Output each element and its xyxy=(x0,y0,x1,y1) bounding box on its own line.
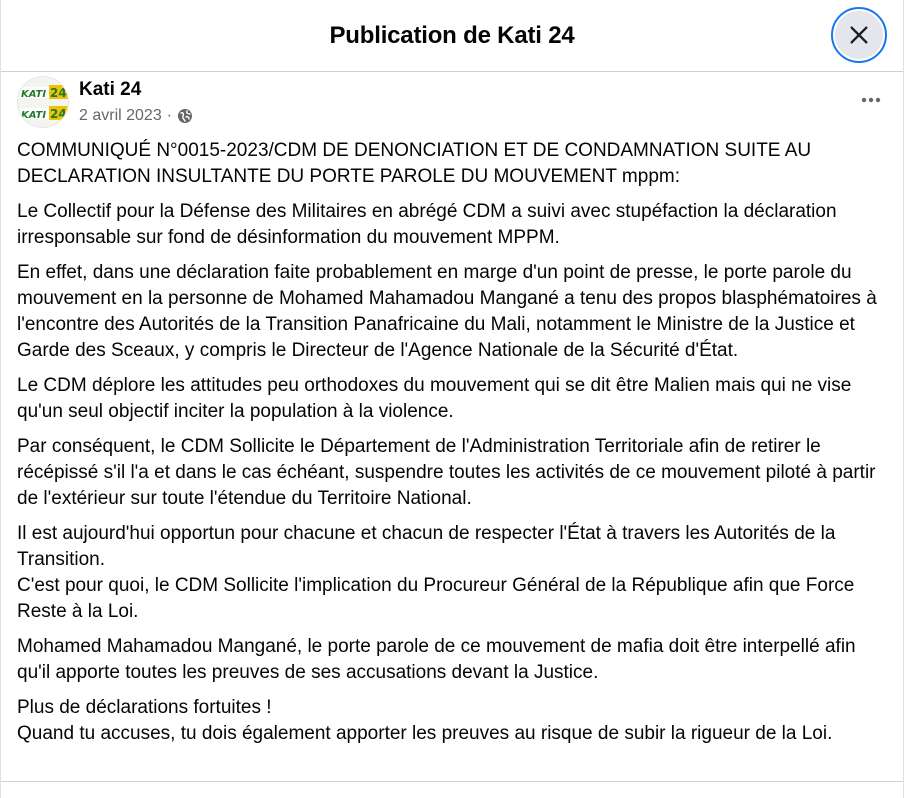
kati24-logo xyxy=(18,77,69,128)
post xyxy=(1,72,903,747)
svg-text:24: 24 xyxy=(50,107,67,121)
globe-icon[interactable] xyxy=(177,108,193,124)
post-paragraph: Plus de déclarations fortuites ! Quand tu accuses, tu dois également apporter les preuves au risque de subir la rigueur de la Loi. xyxy=(17,697,833,744)
post-date[interactable]: 2 avril 2023 xyxy=(79,107,162,124)
more-horizontal-icon xyxy=(859,88,883,112)
close-button[interactable] xyxy=(831,7,887,63)
dialog-title: Publication de Kati 24 xyxy=(329,21,575,49)
post-options-button[interactable] xyxy=(853,82,889,118)
post-paragraph: Le Collectif pour la Défense des Militaires en abrégé CDM a suivi avec stupéfaction la déclaration irresponsable sur fond de désinformation du mouvement MPPM. xyxy=(17,201,837,248)
post-header xyxy=(17,72,903,132)
post-paragraph: COMMUNIQUÉ N°0015-2023/CDM DE DENONCIATION ET DE CONDAMNATION SUITE AU DECLARATION INSULTANTE DU PORTE PAROLE DU MOUVEMENT mppm: xyxy=(17,140,812,187)
dialog-header xyxy=(1,0,903,72)
post-paragraph: Il est aujourd'hui opportun pour chacune et chacun de respecter l'État à travers les Autorités de la Transition. C'est pour quoi, le CDM Sollicite l'implication du Procureur Général de la République afin que Force Reste à la Loi. xyxy=(17,523,855,622)
svg-text:24: 24 xyxy=(50,86,67,100)
post-paragraph: Mohamed Mahamadou Mangané, le porte parole de ce mouvement de mafia doit être interpellé afin qu'il apporte toutes les preuves de ses accusations devant la Justice. xyxy=(17,636,856,683)
post-paragraph: Par conséquent, le CDM Sollicite le Département de l'Administration Territoriale afin de retirer le récépissé s'il l'a et dans le cas échéant, suspendre toutes les activités de ce mouvement piloté à partir de l'extérieur sur toute l'étendue du Territoire National. xyxy=(17,436,876,509)
author-block xyxy=(79,76,193,126)
svg-text:KATI: KATI xyxy=(21,89,47,100)
post-paragraph: Le CDM déplore les attitudes peu orthodoxes du mouvement qui se dit être Malien mais qui ne vise qu'un seul objectif inciter la population à la violence. xyxy=(17,375,852,422)
author-name[interactable]: Kati 24 xyxy=(79,79,142,100)
close-icon xyxy=(848,24,870,46)
avatar[interactable] xyxy=(17,76,69,128)
post-paragraph: En effet, dans une déclaration faite probablement en marge d'un point de presse, le porte parole du mouvement en la personne de Mohamed Mahamadou Mangané a tenu des propos blasphématoires à l'encontre des Autorités de la Transition Panafricaine du Mali, notamment le Ministre de la Justice et Garde des Sceaux, y compris le Directeur de l'Agence Nationale de la Sécurité d'État. xyxy=(17,262,877,361)
divider xyxy=(1,781,903,782)
post-body xyxy=(17,132,903,747)
meta-separator: · xyxy=(166,107,173,124)
svg-text:KATI: KATI xyxy=(21,110,47,121)
post-meta xyxy=(79,106,193,126)
